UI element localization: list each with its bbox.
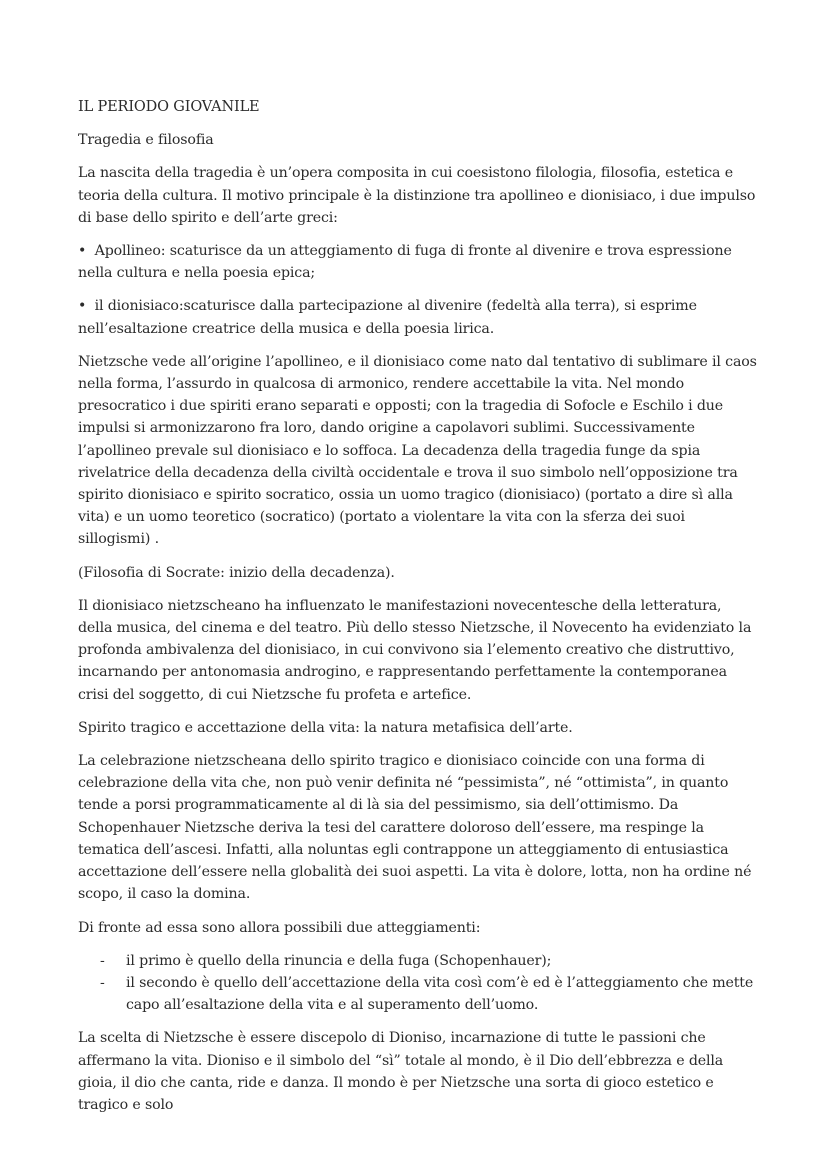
- list-item-text: il secondo è quello dell’accettazione della vita così com’è ed è l’atteggiamento che mette capo all’esaltazione della vita e al superamento dell’uomo.: [126, 974, 754, 1014]
- attitudes-list: [78, 950, 760, 1017]
- bullet-icon: •: [78, 243, 87, 260]
- list-item: [78, 950, 760, 972]
- bullet-text: il dionisiaco:scaturisce dalla partecipazione al divenire (fedeltà alla terra), si esprime nell’esaltazione creatrice della musica e della poesia lirica.: [78, 298, 697, 337]
- section-heading-tragic-spirit: Spirito tragico e accettazione della vita: la natura metafisica dell’arte.: [78, 719, 573, 736]
- bullet-item-apollineo: [78, 240, 760, 284]
- section-subtitle: Tragedia e filosofia: [78, 132, 214, 149]
- bullet-icon: •: [78, 298, 87, 315]
- document-title: IL PERIODO GIOVANILE: [78, 99, 260, 115]
- dash-icon: -: [100, 952, 105, 969]
- paragraph-attitudes-intro: Di fronte ad essa sono allora possibili due atteggiamenti:: [78, 919, 481, 936]
- paragraph-influence: Il dionisiaco nietzscheano ha influenzato le manifestazioni novecentesche della letteratura, della musica, del cinema e del teatro. Più dello stesso Nietzsche, il Novecento ha evidenziato la profonda ambivalenza del dionisiaco, in cui convivono sia l’elemento creativo che distruttivo, incarnando per antonomasia androgino, e rappresentando perfettamente la contemporanea crisi del soggetto, di cui Nietzsche fu profeta e artefice.: [78, 597, 752, 703]
- bullet-text: Apollineo: scaturisce da un atteggiamento di fuga di fronte al divenire e trova espressione nella cultura e nella poesia epica;: [78, 243, 732, 282]
- document-page: [78, 96, 760, 1127]
- paragraph-intro: La nascita della tragedia è un’opera composita in cui coesistono filologia, filosofia, estetica e teoria della cultura. Il motivo principale è la distinzione tra apollineo e dionisiaco, i due impulso di base dello spirito e dell’arte greci:: [78, 165, 756, 226]
- paragraph-socrates-note: (Filosofia di Socrate: inizio della decadenza).: [78, 564, 395, 581]
- bullet-item-dionisiaco: [78, 295, 760, 339]
- dash-icon: -: [100, 974, 105, 991]
- paragraph-dionysus: La scelta di Nietzsche è essere discepolo di Dioniso, incarnazione di tutte le passioni che affermano la vita. Dioniso e il simbolo del “sì” totale al mondo, è il Dio dell’ebbrezza e della gioia, il dio che canta, ride e danza. Il mondo è per Nietzsche una sorta di gioco estetico e tragico e solo: [78, 1030, 724, 1113]
- list-item-text: il primo è quello della rinuncia e della fuga (Schopenhauer);: [126, 952, 552, 969]
- paragraph-origin: Nietzsche vede all’origine l’apollineo, e il dionisiaco come nato dal tentativo di sublimare il caos nella forma, l’assurdo in qualcosa di armonico, rendere accettabile la vita. Nel mondo presocratico i due spiriti erano separati e opposti; con la tragedia di Sofocle e Eschilo i due impulsi si armonizzarono fra loro, dando origine a capolavori sublimi. Successivamente l’apollineo prevale sul dionisiaco e lo soffoca. La decadenza della tragedia funge da spia rivelatrice della decadenza della civiltà occidentale e trova il suo simbolo nell’opposizione tra spirito dionisiaco e spirito socratico, ossia un uomo tragico (dionisiaco) (portato a dire sì alla vita) e un uomo teoretico (socratico) (portato a violentare la vita con la sferza dei suoi sillogismi) .: [78, 353, 757, 548]
- paragraph-celebration: La celebrazione nietzscheana dello spirito tragico e dionisiaco coincide con una forma di celebrazione della vita che, non può venir definita né “pessimista”, né “ottimista”, in quanto tende a porsi programmaticamente al di là sia del pessimismo, sia dell’ottimismo. Da Schopenhauer Nietzsche deriva la tesi del carattere doloroso dell’essere, ma respinge la tematica dell’ascesi. Infatti, alla noluntas egli contrappone un atteggiamento di entusiastica accettazione dell’essere nella globalità dei suoi aspetti. La vita è dolore, lotta, non ha ordine né scopo, il caso la domina.: [78, 753, 752, 903]
- list-item: [78, 972, 760, 1016]
